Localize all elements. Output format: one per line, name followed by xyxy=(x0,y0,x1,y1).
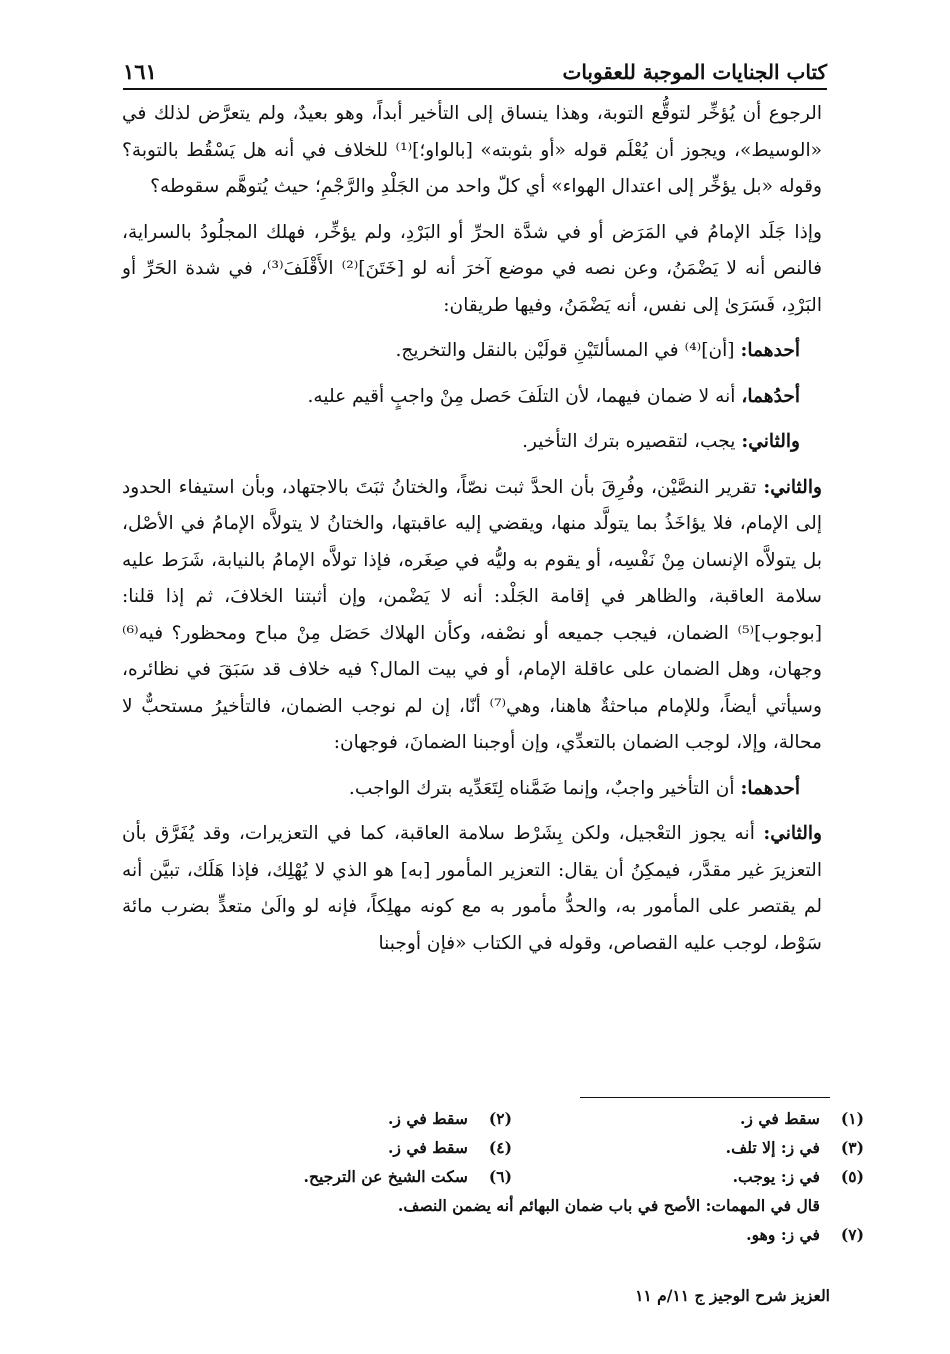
paragraph-lead: أحدهما: xyxy=(740,340,800,361)
footnote xyxy=(512,1133,864,1162)
paragraph-lead: والثاني: xyxy=(763,476,822,498)
paragraph-text: تقرير النصَّيْن، وفُرِقَ بأن الحدَّ ثبت نصّاً، والختانُ ثبَتَ بالاجتهاد، وبأن استيفاء الحدود إلى الإمام، فلا يؤاخَذُ بما يتولَّد منها، ويقضي إليه عاقبتها، والختانُ لا يتولاَّه الإمامُ في الأصْل، بل يتولاَّه الإنسان مِنْ نَفْسِه، أو يقوم به وليُّه في صِغَره، فإذا تولاَّه الإمامُ بالنيابة، شَرَط عليه سلامة العاقبة، والظاهر في إقامة الجَلْد: أنه لا يَضْمن، وإن أثبتنا الخلافَ، ثم إذا قلنا: [بوجوب]⁽⁵⁾ الضمان، فيجب جميعه أو نصْفه، وكأن الهلاك حَصَل مِنْ مباح ومحظور؟ فيه⁽⁶⁾ وجهان، وهل الضمان على عاقلة الإمام، أو في بيت المال؟ فيه خلاف قد سَبَقَ في نظائره، وسيأتي أيضاً، وللإمام مباحثةٌ هاهنا، وهي⁽⁷⁾ أنّا، إن لم نوجب الضمان، فالتأخيرُ مستحبٌّ لا محالة، وإلا، لوجب الضمان بالتعدِّي، وإن أوجبنا الضمانَ، فوجهان: xyxy=(122,476,822,753)
footnote-text: سقط في ز. xyxy=(739,1109,820,1128)
footnote-number: (٤) xyxy=(488,1138,512,1157)
footnote-separator xyxy=(580,1097,830,1098)
footnote-number: (٥) xyxy=(840,1167,864,1186)
footnote-number: (٧) xyxy=(840,1225,864,1244)
footnote xyxy=(512,1104,864,1133)
paragraph-text: [أن]⁽⁴⁾ في المسألتَيْنِ قولَيْن بالنقل والتخريج. xyxy=(395,340,735,361)
footnote xyxy=(160,1133,512,1162)
paragraph-text: أنه يجوز التعْجيل، ولكن بِشَرْط سلامة العاقبة، كما في التعزيرات، وقد يُفَرَّق بأن التعزيرَ غير مقدَّر، فيمكِنُ أن يقال: التعزير المأمور [به] هو الذي لا يُهْلِك، فإذا هَلَك، تبيَّن أنه لم يقتصر على المأمور به، والحدُّ مأمور به مع كونه مهلِكاً، فإنه لو والَىٰ متعدٍّ بضرب مائة سَوْط، لوجب عليه القصاص، وقوله في الكتاب «فإن أوجبنا xyxy=(122,823,822,954)
footnote-row xyxy=(160,1220,864,1249)
footnote-text: في ز: وهو. xyxy=(746,1225,820,1244)
main-text xyxy=(122,96,822,971)
running-header xyxy=(123,40,827,90)
footnote xyxy=(160,1104,512,1133)
footnote-row xyxy=(160,1104,864,1133)
paragraph-lead: والثاني: xyxy=(741,431,800,452)
footnote-continuation: قال في المهمات: الأصح في باب ضمان البهائم أنه يضمن النصف. xyxy=(397,1196,820,1215)
paragraph xyxy=(122,816,822,962)
paragraph-text: أن التأخير واجبٌ، وإنما ضَمَّناه لِتَعَدِّيه بترك الواجب. xyxy=(348,777,735,799)
paragraph-lead: أحدهما: xyxy=(740,777,800,799)
footnote-text: سكت الشيخ عن الترجيح. xyxy=(303,1167,468,1186)
footnote-number: (١) xyxy=(840,1109,864,1128)
footnote-text: سقط في ز. xyxy=(387,1138,468,1157)
paragraph-lead: أحدُهما، xyxy=(741,385,800,407)
footnote-text: سقط في ز. xyxy=(387,1109,468,1128)
footnote xyxy=(512,1220,864,1249)
footnote-row xyxy=(160,1162,864,1191)
paragraph xyxy=(122,424,822,461)
footnote xyxy=(160,1162,512,1191)
footnote-text: في ز: يوجب. xyxy=(732,1167,820,1186)
paragraph-text: أنه لا ضمان فيهما، لأن التلَفَ حَصل مِنْ واجبٍ أقيم عليه. xyxy=(307,385,736,407)
paragraph-text: الرجوع أن يُؤخِّر لتوقُّع التوبة، وهذا ينساق إلى التأخير أبداً، وهو بعيدٌ، ولم يتعرَّض لذلك في «الوسيط»، ويجوز أن يُعْلَم قوله «أو بثوبته» [بالواو؛]⁽¹⁾ للخلاف في أنه هل يَسْقُط بالتوبة؟ وقوله «بل يؤخِّر إلى اعتدال الهواء» أي كلّ واحد من الجَلْدِ والرَّجْمِ؛ حيث يُتوهَّم سقوطه؟ xyxy=(122,103,822,197)
paragraph xyxy=(122,771,822,808)
paragraph xyxy=(122,379,822,416)
footnote-number: (٦) xyxy=(488,1167,512,1186)
chapter-title: كتاب الجنايات الموجبة للعقوبات xyxy=(562,60,827,84)
footnote-number: (٢) xyxy=(488,1109,512,1128)
footnotes xyxy=(160,1104,864,1249)
footnote-number: (٣) xyxy=(840,1138,864,1157)
page-number: ١٦١ xyxy=(123,59,157,84)
footnote-row xyxy=(160,1133,864,1162)
paragraph-lead: والثاني: xyxy=(763,823,822,844)
footnote xyxy=(512,1162,864,1191)
paragraph xyxy=(122,333,822,370)
footnote-text: في ز: إلا تلف. xyxy=(725,1138,820,1157)
paragraph xyxy=(122,96,822,206)
paragraph xyxy=(122,470,822,762)
paragraph xyxy=(122,215,822,325)
paragraph-text: يجب، لتقصيره بترك التأخير. xyxy=(522,431,736,452)
signature-line: العزيز شرح الوجيز ج ١١/م ١١ xyxy=(635,1286,830,1305)
paragraph-text: وإذا جَلَد الإمامُ في المَرَض أو في شدَّة الحرِّ أو البَرْدِ، ولم يؤخِّر، فهلك المجلُودُ بالسراية، فالنص أنه لا يَضْمَنُ، وعن نصه في موضع آخرَ أنه لو [خَتَنَ]⁽²⁾ الأَقْلَفَ⁽³⁾، في شدة الحَرِّ أو البَرْدِ، فَسَرَىٰ إلى نفس، أنه يَضْمَنُ، وفيها طريقان: xyxy=(122,221,822,316)
